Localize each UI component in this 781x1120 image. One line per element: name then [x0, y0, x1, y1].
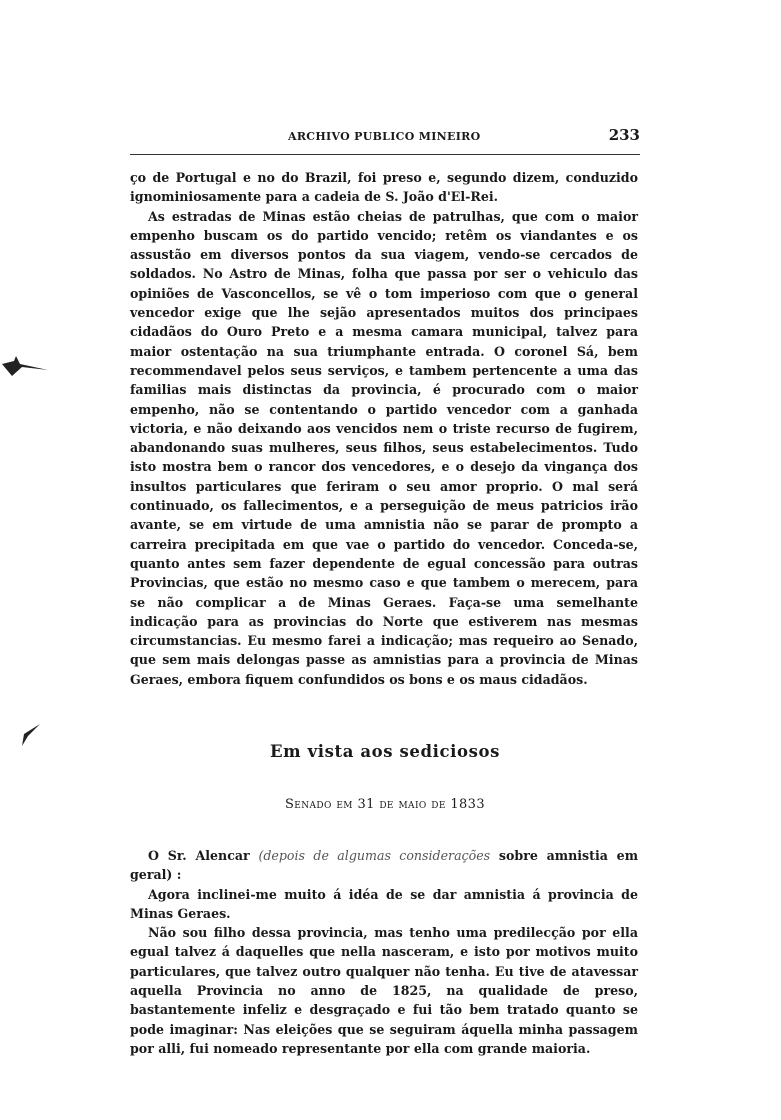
paragraph: Agora inclinei-me muito á idéa de se dar amnistia á provincia de Minas Geraes.: [130, 886, 638, 921]
paragraph: [130, 846, 638, 885]
paragraph-continuation: sobre amnistia em geral) :: [130, 848, 639, 883]
paragraph: As estradas de Minas estão cheias de patrulhas, que com o maior empenho buscam os do partido vencido; retêm os viandantes e os assustão em diversos pontos da sua viagem, vendo-se cercados de soldados. No Astro de Minas, folha que passa por ser o vehiculo das opiniões de Vasconcellos, se vê o tom imperioso com que o general vencedor exige que lhe sejão apresentados muitos dos principaes cidadãos do Ouro Preto e a mesma camara municipal, talvez para maior ostentação na sua triumphante entrada. O coronel Sá, bem recommendavel pelos seus serviços, e tambem pertencente a uma das familias mais distinctas da provincia, é procurado com o maior empenho, não se contentando o partido vencedor com a ganhada victoria, e não deixando aos vencidos nem o triste recurso de fugirem, abandonando suas mulheres, seus filhos, seus estabelecimentos. Tudo isto mostra bem o rancor dos vencedores, e o desejo da vingança dos insultos particulares que feriram o seu amor proprio. O mal será continuado, os fallecimentos, e a perseguição de meus patricios irão avante, se em virtude de uma amnistia não se parar de prompto a carreira precipitada em que vae o partido do vencedor. Conceda-se, quanto antes sem fazer dependente de egual concessão para outras Provincias, que estão no mesmo caso e que tambem o merecem, para se não complicar a de Minas Geraes. Faça-se uma semelhante indicação para as provincias do Norte que estiverem nas mesmas circumstancias. Eu mesmo farei a indicação; mas requeiro ao Senado, que sem mais delongas passe as amnistias para a provincia de Minas Geraes, embora fiquem confundidos os bons e os maus cidadãos.: [130, 208, 638, 687]
margin-tick-mark-icon: [20, 722, 42, 748]
page-header: [130, 126, 640, 150]
main-text: [130, 168, 638, 689]
margin-arrow-mark-icon: [0, 352, 52, 378]
paragraph: ço de Portugal e no do Brazil, foi preso e, segundo dizem, conduzido ignominiosamente para a cadeia de S. João d'El-Rei.: [130, 170, 638, 205]
running-title: ARCHIVO PUBLICO MINEIRO: [288, 130, 481, 143]
page-number: 233: [608, 126, 640, 144]
stage-direction: (depois de algumas considerações: [258, 848, 491, 863]
paragraph: Não sou filho dessa provincia, mas tenho uma predilecção por ella egual talvez á daquelles que nella nasceram, e isto por motivos muito particulares, que talvez outro qualquer não tenha. Eu tive de atavessar aquella Provincia no anno de 1825, na qualidade de preso, bastantemente infeliz e desgraçado e fui tão bem tratado quanto se pode imaginar: Nas eleições que se seguiram áquella minha passagem por alli, fui nomeado representante por ella com grande maioria.: [130, 925, 638, 1056]
header-rule: [130, 154, 640, 155]
section-title: Em vista aos sediciosos: [269, 742, 500, 761]
session-date-line: Senado em 31 de maio de 1833: [284, 797, 486, 812]
speech-text: [130, 846, 638, 1058]
speaker-name: O Sr. Alencar: [148, 848, 250, 863]
